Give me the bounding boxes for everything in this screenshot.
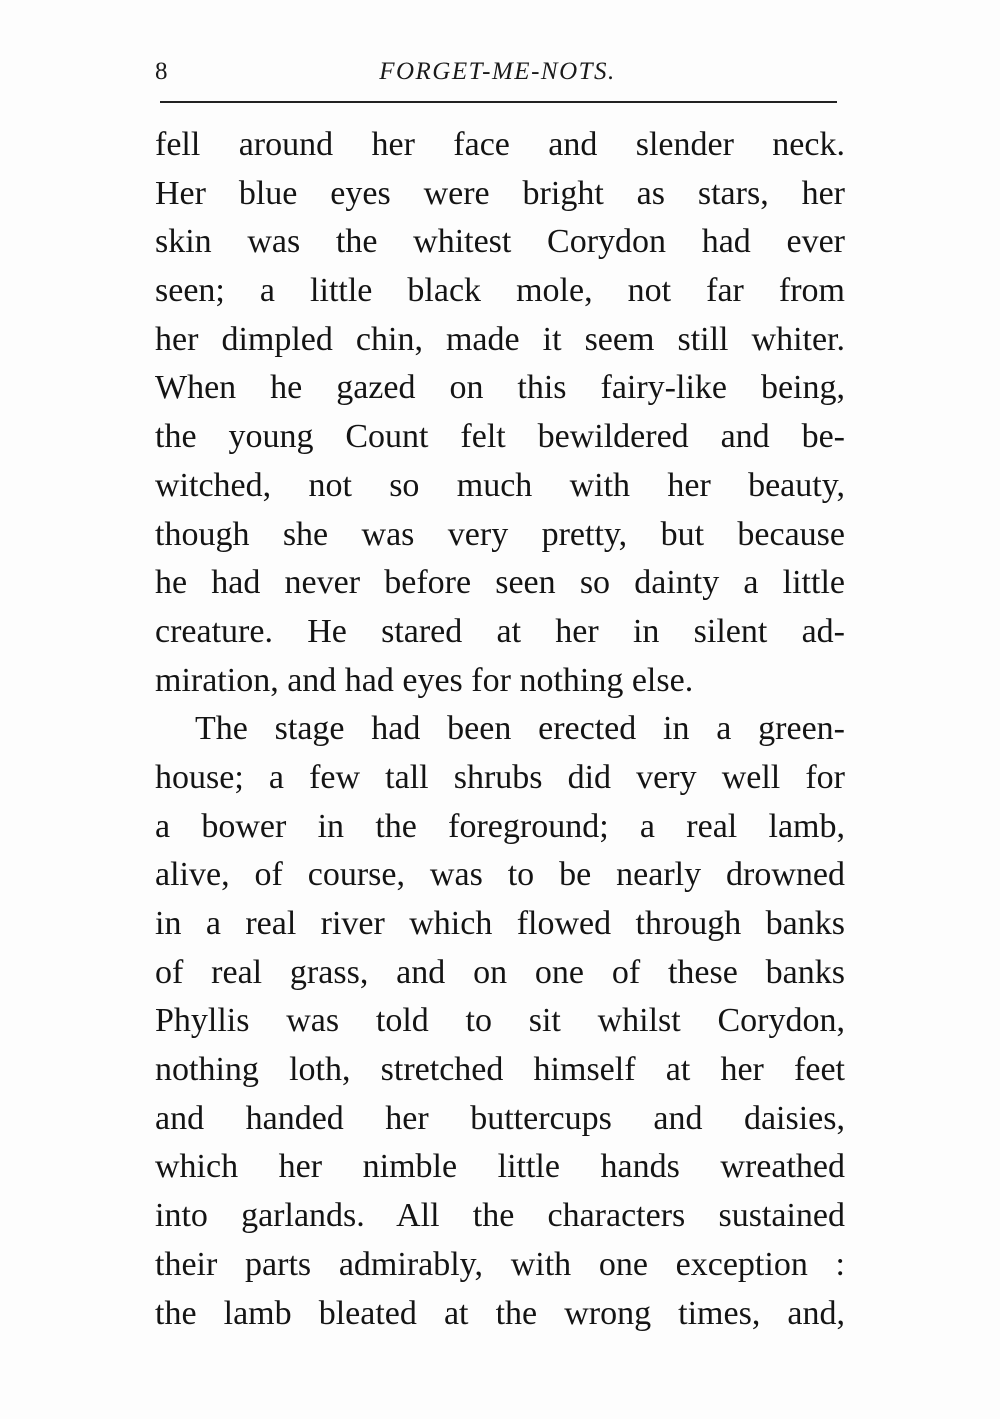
text-line: Her blue eyes were bright as stars, her (155, 174, 845, 212)
text-line: nothing loth, stretched himself at her feet (155, 1051, 845, 1089)
text-line: witched, not so much with her beauty, (155, 466, 845, 504)
text-line: though she was very pretty, but because (155, 515, 845, 553)
page-number: 8 (155, 58, 168, 85)
text-line: their parts admirably, with one exception : (155, 1245, 845, 1283)
text-line: fell around her face and slender neck. (155, 126, 845, 163)
text-line: miration, and had eyes for nothing else. (155, 661, 694, 699)
text-line: Phyllis was told to sit whilst Corydon, (155, 1002, 845, 1040)
text-line: in a real river which flowed through banks (155, 905, 845, 942)
paragraph-first-line: The stage had been erected in a green- (195, 710, 845, 748)
text-line: which her nimble little hands wreathed (155, 1148, 845, 1186)
page-header (155, 52, 840, 92)
text-line: When he gazed on this fairy-like being, (155, 369, 845, 407)
text-line: creature. He stared at her in silent ad- (155, 612, 845, 650)
body-text (155, 121, 845, 1338)
text-line: of real grass, and on one of these banks (155, 953, 845, 991)
header-rule (160, 101, 837, 103)
text-line: skin was the whitest Corydon had ever (155, 223, 845, 261)
text-line: he had never before seen so dainty a little (155, 564, 845, 602)
text-line: her dimpled chin, made it seem still whiter. (155, 320, 845, 358)
text-line: the young Count felt bewildered and be- (155, 418, 845, 456)
text-line: a bower in the foreground; a real lamb, (155, 807, 845, 845)
text-line: seen; a little black mole, not far from (155, 272, 845, 310)
text-line: the lamb bleated at the wrong times, and, (155, 1294, 845, 1332)
text-line: and handed her buttercups and daisies, (155, 1099, 845, 1137)
running-title: FORGET-ME-NOTS. (379, 58, 616, 85)
text-line: house; a few tall shrubs did very well for (155, 758, 845, 796)
text-line: alive, of course, was to be nearly drowned (155, 856, 845, 894)
text-line: into garlands. All the characters sustained (155, 1197, 845, 1235)
